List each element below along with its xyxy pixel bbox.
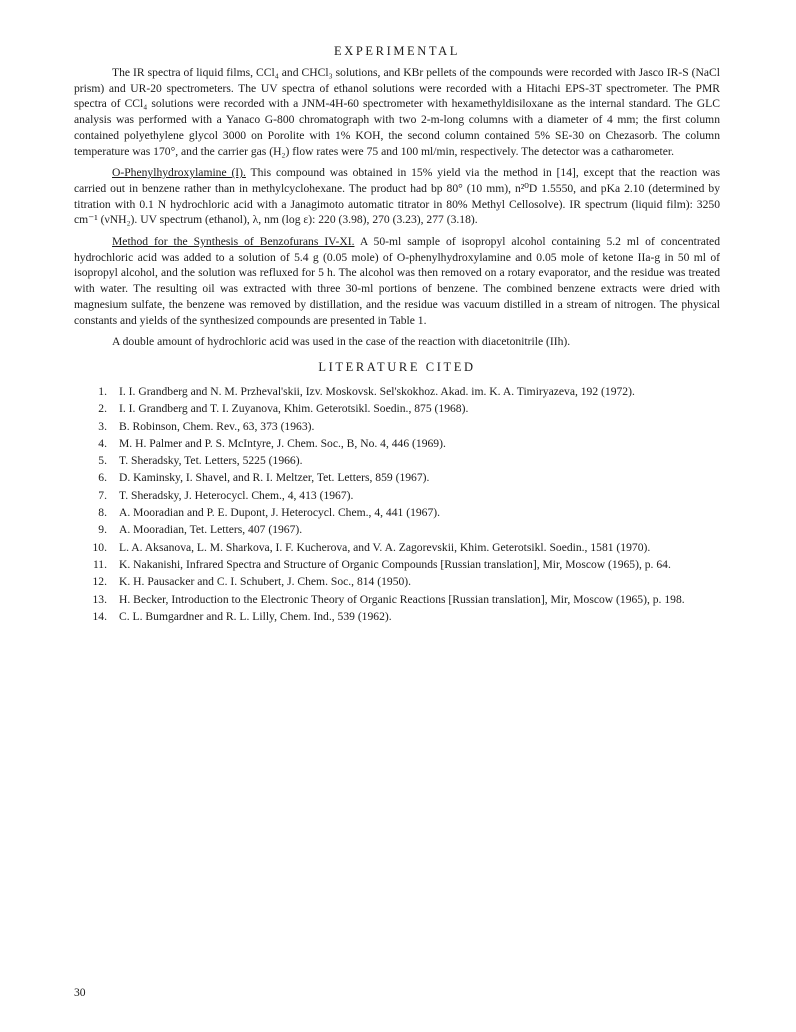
reference-text: A. Mooradian and P. E. Dupont, J. Heterocycl. Chem., 4, 441 (1967). <box>119 506 441 520</box>
reference-item <box>74 384 720 400</box>
page-number: 30 <box>74 986 86 999</box>
reference-item <box>74 488 720 504</box>
paragraph-benzofuran-synthesis <box>74 234 720 328</box>
paragraph-phenylhydroxylamine <box>74 165 720 228</box>
reference-number: 6. <box>98 471 107 485</box>
reference-number: 3. <box>98 419 107 433</box>
reference-text: K. H. Pausacker and C. I. Schubert, J. Chem. Soc., 814 (1950). <box>119 575 412 589</box>
reference-item <box>74 557 720 573</box>
reference-number: 9. <box>98 523 107 537</box>
paragraph-diacetonitrile: A double amount of hydrochloric acid was used in the case of the reaction with diacetonitrile (IIh). <box>112 335 571 349</box>
reference-item <box>74 574 720 590</box>
reference-text: H. Becker, Introduction to the Electronic Theory of Organic Reactions [Russian translation], Mir, Moscow (1965), p. 198. <box>119 592 685 606</box>
paragraph-body: A 50-ml sample of isopropyl alcohol containing 5.2 ml of concentrated hydrochloric acid was added to a solution of 5.4 g (0.05 mole) of O-phenylhydroxylamine and 0.05 mole of ketone IIa-g in 50 ml of isopropyl alcohol, and the solution was refluxed for 5 h. The alcohol was then removed on a rotary evaporator, and the residue was treated with water. The resulting oil was extracted with three 30-ml portions of benzene. The combined benzene extracts were dried with magnesium sulfate, the benzene was removed by distillation, and the residue was vacuum distilled in a stream of nitrogen. The physical constants and yields of the synthesized compounds are presented in Table 1. <box>74 235 721 327</box>
reference-item <box>74 505 720 521</box>
reference-number: 14. <box>92 609 107 623</box>
reference-text: I. I. Grandberg and T. I. Zuyanova, Khim. Geterotsikl. Soedin., 875 (1968). <box>119 402 469 416</box>
reference-item <box>74 401 720 417</box>
reference-text: A. Mooradian, Tet. Letters, 407 (1967). <box>119 523 303 537</box>
reference-text: T. Sheradsky, J. Heterocycl. Chem., 4, 413 (1967). <box>119 488 354 502</box>
reference-number: 10. <box>92 540 107 554</box>
reference-number: 11. <box>92 557 107 571</box>
reference-item <box>74 522 720 538</box>
reference-text: I. I. Grandberg and N. M. Przheval'skii, Izv. Moskovsk. Sel'skokhoz. Akad. im. K. A. Timiryazeva, 192 (1972). <box>119 384 635 398</box>
reference-item <box>74 609 720 625</box>
reference-number: 2. <box>98 402 107 416</box>
reference-number: 4. <box>98 436 107 450</box>
reference-number: 13. <box>92 592 107 606</box>
reference-number: 5. <box>98 454 107 468</box>
reference-item <box>74 540 720 556</box>
reference-item <box>74 592 720 608</box>
reference-item <box>74 470 720 486</box>
reference-text: K. Nakanishi, Infrared Spectra and Structure of Organic Compounds [Russian translation], Mir, Moscow (1965), p. 64. <box>119 557 671 571</box>
reference-list <box>74 384 720 625</box>
experimental-heading: EXPERIMENTAL <box>333 44 461 58</box>
paragraph-heading: Method for the Synthesis of Benzofurans IV-XI. <box>112 235 355 249</box>
paragraph-heading: O-Phenylhydroxylamine (I). <box>112 166 246 180</box>
paragraph-body: This compound was obtained in 15% yield via the method in [14], except that the reaction was carried out in benzene rather than in methylcyclohexane. The product had bp 80° (10 mm), n²⁰D 1.5550, and pKa 2.10 (determined by titration with 0.1 N hydrochloric acid with a Janagimoto automatic titrator in 80% Methyl Cellosolve). IR spectrum (liquid film): 3250 cm⁻¹ (νNH₂). UV spectrum (ethanol), λ, nm (log ε): 220 (3.98), 270 (3.23), 277 (3.18). <box>74 166 721 227</box>
reference-text: M. H. Palmer and P. S. McIntyre, J. Chem. Soc., B, No. 4, 446 (1969). <box>119 436 446 450</box>
literature-heading: LITERATURE CITED <box>318 359 476 374</box>
reference-number: 7. <box>98 488 107 502</box>
reference-item <box>74 453 720 469</box>
reference-text: C. L. Bumgardner and R. L. Lilly, Chem. Ind., 539 (1962). <box>119 609 392 623</box>
reference-text: B. Robinson, Chem. Rev., 63, 373 (1963). <box>119 419 315 433</box>
reference-text: L. A. Aksanova, L. M. Sharkova, I. F. Kucherova, and V. A. Zagorevskii, Khim. Geterotsikl. Soedin., 1581 (1970). <box>119 540 651 554</box>
page-content <box>74 44 720 626</box>
reference-item <box>74 436 720 452</box>
reference-item <box>74 419 720 435</box>
reference-text: D. Kaminsky, I. Shavel, and R. I. Meltzer, Tet. Letters, 859 (1967). <box>119 471 430 485</box>
reference-number: 1. <box>98 384 107 398</box>
reference-text: T. Sheradsky, Tet. Letters, 5225 (1966). <box>119 454 303 468</box>
reference-number: 12. <box>92 575 107 589</box>
paragraph-instruments: The IR spectra of liquid films, CCl₄ and CHCl₃ solutions, and KBr pellets of the compounds were recorded with Jasco IR-S (NaCl prism) and UR-20 spectrometers. The UV spectra of ethanol solutions were recorded with a Hitachi EPS-3T spectrometer. The PMR spectra of CCl₄ solutions were recorded with a JNM-4H-60 spectrometer with hexamethyldisiloxane as the internal standard. The GLC analysis was performed with a Yanaco G-800 chromatograph with two 2-m-long columns with a diameter of 4 mm; the first column contained polyethylene glycol 3000 on Porolite with 1% KOH, the second column contained 5% SE-30 on Chezasorb. The column temperature was 170°, and the carrier gas (H₂) flow rates were 75 and 100 ml/min, respectively. The detector was a catharometer. <box>74 66 720 158</box>
reference-number: 8. <box>98 506 107 520</box>
